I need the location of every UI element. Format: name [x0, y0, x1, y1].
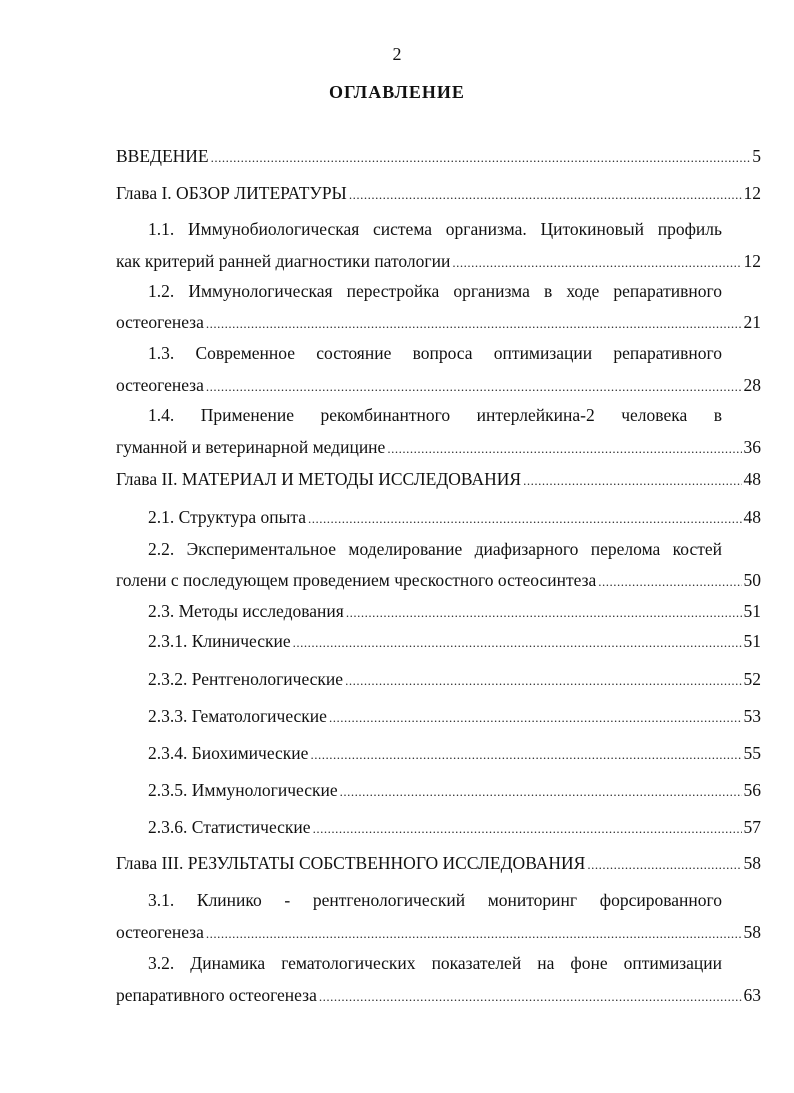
dot-leader	[587, 852, 741, 878]
toc-entry-3-2-line-1: 3.2. Динамика гематологических показателей на фоне оптимизации	[148, 953, 722, 973]
toc-entry-2-3-6	[148, 814, 761, 840]
toc-page-number: 56	[743, 780, 761, 800]
toc-entry-title: 2.3.4. Биохимические	[148, 743, 309, 763]
dot-leader	[310, 742, 741, 768]
dot-leader	[523, 468, 741, 494]
toc-entry-title: как критерий ранней диагностики патологии	[116, 251, 451, 271]
toc-entry-title: голени с последующем проведением чрескостного остеосинтеза	[116, 570, 597, 590]
toc-entry-2-3-5	[148, 777, 761, 803]
dot-leader	[206, 921, 742, 947]
toc-page-number: 63	[743, 985, 761, 1005]
toc-entry-title: остеогенеза	[116, 312, 204, 332]
toc-page-number: 53	[743, 706, 761, 726]
toc-page-number: 5	[752, 146, 761, 166]
toc-entry-2-3-1	[148, 628, 761, 654]
dot-leader	[206, 311, 742, 337]
dot-leader	[293, 630, 742, 656]
dot-leader	[340, 779, 742, 805]
toc-entry-1-2	[116, 309, 761, 335]
dot-leader	[598, 569, 741, 595]
dot-leader	[206, 374, 742, 400]
dot-leader	[319, 984, 742, 1010]
toc-page-number: 21	[743, 312, 761, 332]
dot-leader	[452, 250, 741, 276]
toc-entry-2-3	[148, 598, 761, 624]
toc-page-number: 48	[743, 507, 761, 527]
toc-entry-title: 2.3.6. Статистические	[148, 817, 311, 837]
page-number: 2	[392, 44, 402, 64]
toc-page-number: 55	[743, 743, 761, 763]
toc-page-number: 51	[743, 601, 761, 621]
toc-page-number: 52	[743, 669, 761, 689]
toc-entry-1-3-line-1: 1.3. Современное состояние вопроса оптимизации репаративного	[148, 343, 722, 363]
toc-entry-title: 2.3. Методы исследования	[148, 601, 344, 621]
toc-page-number: 48	[743, 469, 761, 489]
toc-entry-title: остеогенеза	[116, 375, 204, 395]
toc-page-number: 12	[743, 183, 761, 203]
toc-entry-1-1-line-1: 1.1. Иммунобиологическая система организма. Цитокиновый профиль	[148, 219, 722, 239]
toc-page-number: 50	[743, 570, 761, 590]
dot-leader	[313, 816, 742, 842]
toc-entry-1-3	[116, 372, 761, 398]
toc-entry-chapter-1	[116, 180, 761, 206]
toc-entry-title: 2.3.1. Клинические	[148, 631, 291, 651]
toc-entry-1-4-line-1: 1.4. Применение рекомбинантного интерлейкина-2 человека в	[148, 405, 722, 425]
toc-entry-title: 2.3.2. Рентгенологические	[148, 669, 344, 689]
toc-entry-title: репаративного остеогенеза	[116, 985, 317, 1005]
toc-page-number: 28	[743, 375, 761, 395]
toc-entry-title: гуманной и ветеринарной медицине	[116, 437, 386, 457]
toc-entry-2-1	[148, 504, 761, 530]
toc-entry-2-3-3	[148, 703, 761, 729]
dot-leader	[346, 600, 742, 626]
toc-entry-2-2	[116, 567, 761, 593]
toc-entry-title: 2.1. Структура опыта	[148, 507, 307, 527]
toc-entry-title: ВВЕДЕНИЕ	[116, 146, 209, 166]
toc-page-number: 58	[743, 853, 761, 873]
toc-entry-chapter-3	[116, 850, 761, 876]
toc-page-number: 58	[743, 922, 761, 942]
toc-entry-title: Глава III. РЕЗУЛЬТАТЫ СОБСТВЕННОГО ИССЛЕДОВАНИЯ	[116, 853, 586, 873]
toc-entry-title: 2.3.5. Иммунологические	[148, 780, 338, 800]
toc-page-number: 51	[743, 631, 761, 651]
dot-leader	[345, 668, 741, 694]
toc-entry-title: 2.3.3. Гематологические	[148, 706, 327, 726]
toc-page-number: 12	[743, 251, 761, 271]
toc-entry-1-4	[116, 434, 761, 460]
dot-leader	[308, 506, 741, 532]
toc-entry-2-3-2	[148, 666, 761, 692]
toc-entry-2-3-4	[148, 740, 761, 766]
toc-entry-chapter-2	[116, 466, 761, 492]
toc-entry-2-2-line-1: 2.2. Экспериментальное моделирование диафизарного перелома костей	[148, 539, 722, 559]
toc-entry-3-1	[116, 919, 761, 945]
toc-entry-3-1-line-1: 3.1. Клинико - рентгенологический мониторинг форсированного	[148, 890, 722, 910]
toc-entry-1-1	[116, 248, 761, 274]
toc-entry-title: Глава I. ОБЗОР ЛИТЕРАТУРЫ	[116, 183, 347, 203]
toc-entry-1-2-line-1: 1.2. Иммунологическая перестройка организма в ходе репаративного	[148, 281, 722, 301]
toc-page-number: 57	[743, 817, 761, 837]
dot-leader	[329, 705, 742, 731]
toc-entry-title: Глава II. МАТЕРИАЛ И МЕТОДЫ ИССЛЕДОВАНИЯ	[116, 469, 522, 489]
dot-leader	[211, 145, 751, 171]
toc-entry-title: остеогенеза	[116, 922, 204, 942]
toc-entry-introduction	[116, 143, 761, 169]
page-title: ОГЛАВЛЕНИЕ	[329, 82, 465, 102]
toc-entry-3-2	[116, 982, 761, 1008]
dot-leader	[387, 436, 741, 462]
dot-leader	[349, 182, 742, 208]
toc-page-number: 36	[743, 437, 761, 457]
